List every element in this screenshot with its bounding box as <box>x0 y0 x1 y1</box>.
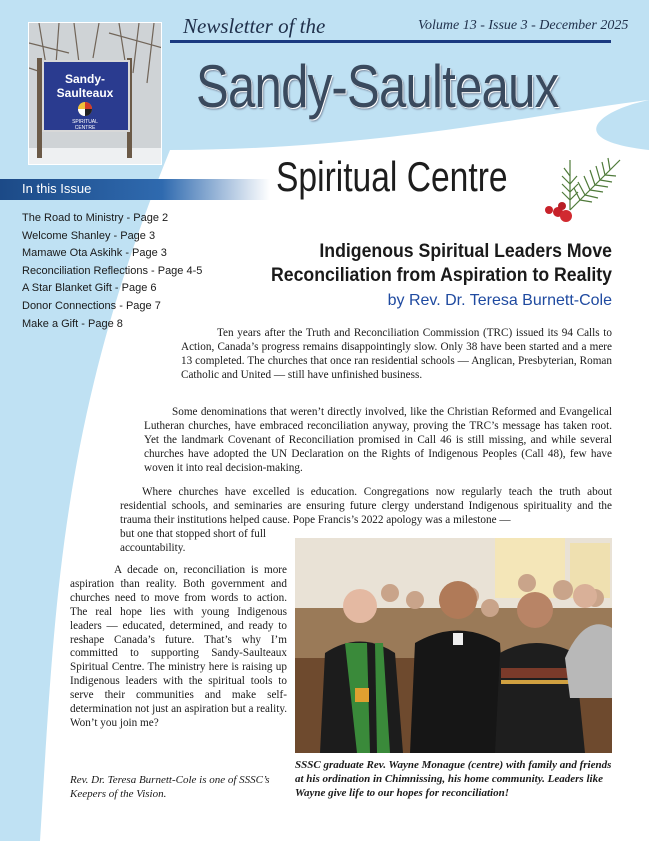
toc-item[interactable]: The Road to Ministry - Page 2 <box>22 212 169 224</box>
newsletter-of-label: Newsletter of the <box>183 14 326 38</box>
volume-info: Volume 13 - Issue 3 - December 2025 <box>418 18 629 33</box>
toc-heading: In this Issue <box>22 181 92 196</box>
header-rule <box>170 40 611 43</box>
photo-caption: SSSC graduate Rev. Wayne Monague (centre) with family and friends at his ordination in Chimnissing, his home community. Leaders like Wayne give life to our hopes for reconciliation! <box>295 759 612 799</box>
article-byline: by Rev. Dr. Teresa Burnett-Cole <box>387 292 612 309</box>
pine-berries-icon <box>540 140 630 230</box>
author-note: Rev. Dr. Teresa Burnett-Cole is one of SSSC’s Keepers of the Vision. <box>70 774 270 800</box>
toc-item[interactable]: A Star Blanket Gift - Page 6 <box>22 282 157 295</box>
article-headline <box>257 240 612 288</box>
article-paragraph: Where churches have excelled is education. Congregations now regularly teach the truth about residential schools, and seminaries are ensuring future clergy understand Indigenous spirituality and the trauma their institutions helped cause. Pope Francis’s 2022 apology was a milestone — <box>120 486 612 526</box>
toc-item[interactable]: Make a Gift - Page 8 <box>22 317 123 330</box>
toc-item[interactable]: Welcome Shanley - Page 3 <box>22 229 156 242</box>
article-paragraph: A decade on, reconciliation is more aspiration than reality. Both government and churches need to move from words to action. The real hope lies with young Indigenous leaders — educated, determined, and ready to reshape Canada’s future. That’s why I’m committed to supporting Sandy-Saulteaux Spiritual Centre. The ministry here is raising up Indigenous leaders with the spiritual tools to serve their communities and make self-determination not just an aspiration but a reality. Won’t you join me? <box>70 564 287 729</box>
toc-item[interactable]: Mamawe Ota Askihk - Page 3 <box>22 247 167 260</box>
sign-text-3: SPIRITUAL <box>72 119 98 125</box>
ordination-group-photo <box>295 538 612 753</box>
sign-text-2: Saulteaux <box>56 86 114 100</box>
headline-line-2: Reconciliation from Aspiration to Reality <box>270 265 612 286</box>
sign-text-4: CENTRE <box>74 125 96 131</box>
masthead-subtitle: Spiritual Centre <box>276 153 508 200</box>
toc-item[interactable]: Donor Connections - Page 7 <box>22 299 161 312</box>
article-paragraph: Ten years after the Truth and Reconciliation Commission (TRC) issued its 94 Calls to Action, Canada’s progress remains disappointingly slow. Only 38 have been started and a mere 13 completed. The churches that once ran residential schools — Anglican, Presbyterian, Roman Catholic and United — still have unfinished business. <box>181 327 612 381</box>
headline-line-1: Indigenous Spiritual Leaders Move <box>319 241 612 262</box>
centre-sign-photo <box>28 22 162 165</box>
toc-heading-bar <box>0 179 270 200</box>
masthead-title: Sandy-Saulteaux <box>196 53 559 120</box>
article-paragraph-continued: but one that stopped short of full accountability. <box>120 528 267 554</box>
toc-item[interactable]: Reconciliation Reflections - Page 4-5 <box>22 264 203 277</box>
sign-text-1: Sandy- <box>64 72 106 86</box>
toc-list <box>22 210 202 333</box>
article-paragraph: Some denominations that weren’t directly involved, like the Christian Reformed and Evangelical Lutheran churches, have embraced reconciliation anyway, proving the TRC’s message has taken root. Yet the landmark Covenant of Reconciliation promised in Call 46 is still missing, and while several churches have adopted the UN Declaration on the Rights of Indigenous Peoples (Call 48), few have woven it into real decision-making. <box>144 406 612 474</box>
